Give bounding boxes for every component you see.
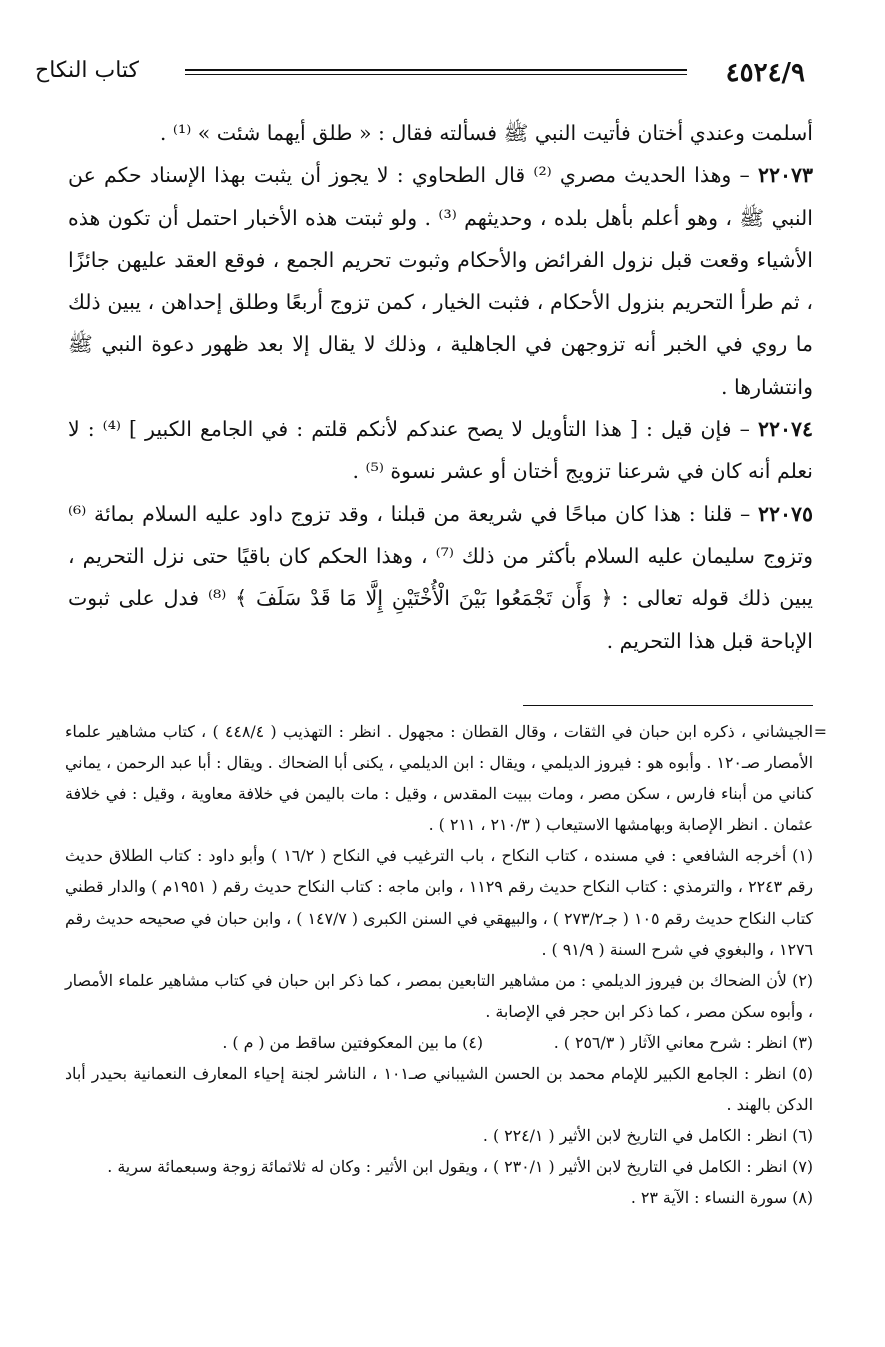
footnote: (١) أخرجه الشافعي : في مسنده ، كتاب النكاح ، باب الترغيب في النكاح ( ١٦/٢ ) وأبو داود : كتاب الطلاق حديث رقم ٢٢٤٣ ، والترمذي : كتاب النكاح حديث رقم ١١٢٩ ، وابن ماجه : كتاب النكاح حديث رقم ( ١٩٥١م ) والدار قطني كتاب النكاح حديث رقم ١٠٥ ( جـ٢٧٣/٢ ) ، والبيهقي في السنن الكبرى ( ١٤٧/٧ ) ، وابن حبان في صحيحه حديث رقم ١٢٧٦ ، والبغوي في شرح السنة ( ٩١/٩ ) . bbox=[65, 846, 814, 959]
book-title: كتاب النكاح bbox=[35, 58, 140, 83]
hadith-number: ٢٢٠٧٣ bbox=[757, 163, 814, 188]
paragraph-text: – قلنا : هذا كان مباحًا في شريعة من قبلنا ، وقد تزوج داود عليه السلام بمائة ⁽⁶⁾ وتزوج سليمان عليه السلام بأكثر من ذلك ⁽⁷⁾ ، وهذا الحكم كان باقيًا حتى نزل التحريم ، يبين ذلك قوله تعالى : ﴿ وَأَن تَجْمَعُوا بَيْنَ الْأُخْتَيْنِ إِلَّا مَا قَدْ سَلَفَ ﴾ ⁽⁸⁾ فدل على ثبوت الإباحة قبل هذا التحريم . bbox=[68, 501, 813, 653]
footnote-pair bbox=[65, 1027, 813, 1058]
footnotes bbox=[65, 716, 827, 1214]
continuation-mark: = bbox=[813, 722, 827, 741]
page-number: ٤٥٢٤/٩ bbox=[725, 58, 805, 88]
hadith-number: ٢٢٠٧٤ bbox=[757, 417, 813, 442]
paragraph-text: – وهذا الحديث مصري ⁽²⁾ قال الطحاوي : لا يجوز أن يثبت بهذا الإسناد حكم عن النبي ﷺ ، وهو أعلم بأهل بلده ، وحديثهم ⁽³⁾ . ولو ثبتت هذه الأخبار احتمل أن تكون هذه الأشياء وقعت قبل نزول الفرائض والأحكام وثبوت تحريم الجمع ، فوقع العقد عليهن جائزًا ، ثم طرأ التحريم بنزول الأحكام ، فثبت الخيار ، كمن تزوج أربعًا وطلق إحداهن ، يبين ذلك ما روي في الخبر أنه تزوجهن في الجاهلية ، وذلك لا يقال إلا بعد ظهور دعوة النبي ﷺ وانتشارها . bbox=[68, 163, 813, 399]
footnote: (٥) انظر : الجامع الكبير للإمام محمد بن الحسن الشيباني صـ١٠١ ، الناشر لجنة إحياء المعارف النعمانية بحيدر أباد الدكن بالهند . bbox=[65, 1064, 814, 1115]
footnote-separator bbox=[523, 705, 813, 706]
paragraph bbox=[68, 408, 813, 493]
paragraph: أسلمت وعندي أختان فأتيت النبي ﷺ فسألته فقال : « طلق أيهما شئت » ⁽¹⁾ . bbox=[159, 121, 813, 145]
footnote-continuation bbox=[65, 716, 827, 840]
footnote: (٨) سورة النساء : الآية ٢٣ . bbox=[630, 1188, 813, 1208]
footnote: (٢) لأن الضحاك بن فيروز الديلمي : من مشاهير التابعين بمصر ، كما ذكر ابن حبان في كتاب مشاهير علماء الأمصار ، وأبوه سكن مصر ، كما ذكر ابن حجر في الإصابة . bbox=[65, 970, 813, 1021]
header-rule-thin bbox=[185, 74, 687, 75]
paragraph-text: – فإن قيل : [ هذا التأويل لا يصح عندكم لأنكم قلتم : في الجامع الكبير ] ⁽⁴⁾ : لا نعلم أنه كان في شرعنا تزويج أختان أو عشر نسوة ⁽⁵⁾ . bbox=[68, 417, 813, 484]
header-rule bbox=[185, 69, 687, 71]
hadith-number: ٢٢٠٧٥ bbox=[757, 501, 813, 526]
paragraph bbox=[68, 154, 813, 408]
footnote: (٣) انظر : شرح معاني الآثار ( ٢٥٦/٣ ) . bbox=[553, 1032, 813, 1052]
footnote: (٦) انظر : الكامل في التاريخ لابن الأثير ( ٢٢٤/١ ) . bbox=[482, 1126, 813, 1146]
main-text bbox=[68, 112, 813, 662]
running-header bbox=[35, 58, 805, 94]
footnote-text: الجيشاني ، ذكره ابن حبان في الثقات ، وقال القطان : مجهول . انظر : التهذيب ( ٤٤٨/٤ ) ، كتاب مشاهير علماء الأمصار صـ١٢٠ . وأبوه هو : فيروز الديلمي ، ويقال : ابن الديلمي ، يكنى أبا الضحاك . ويقال : أبا عبد الرحمن ، يماني كناني من أبناء فارس ، سكن مصر ، ومات ببيت المقدس ، وقيل : مات باليمن في خلافة معاوية ، وقيل : في خلافة عثمان . انظر الإصابة وبهامشها الاستيعاب ( ٢١٠/٣ ، ٢١١ ) . bbox=[65, 722, 813, 835]
paragraph bbox=[68, 493, 813, 662]
footnote: (٤) ما بين المعكوفتين ساقط من ( م ) . bbox=[222, 1032, 483, 1052]
footnote: (٧) انظر : الكامل في التاريخ لابن الأثير ( ٢٣٠/١ ) ، ويقول ابن الأثير : وكان له ثلاثمائة زوجة وسبعمائة سرية . bbox=[107, 1157, 813, 1177]
